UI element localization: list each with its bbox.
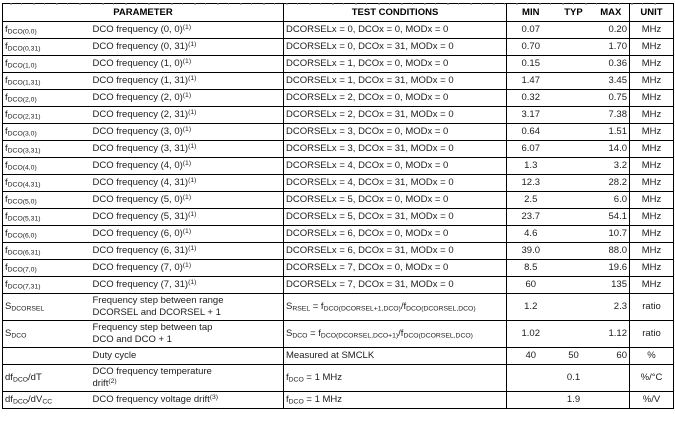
unit-cell: MHz [630,39,674,56]
max-value-cell: 54.1 [608,211,627,222]
unit-cell: MHz [630,22,674,39]
unit-cell: MHz [630,243,674,260]
table-row [3,348,674,365]
typ-value-cell [555,107,593,124]
test-conditions-cell: DCORSELx = 5, DCOx = 31, MODx = 0 [284,209,507,226]
min-value-cell: 8.5 [507,260,555,277]
parameter-cell: Duty cycle [92,350,137,361]
table-row [3,141,674,158]
table-row [3,260,674,277]
typ-value-cell [555,175,593,192]
symbol-cell: $f_{DCO(3,0)}$ [5,126,37,138]
typ-value-cell [555,243,593,260]
typ-value-cell [555,260,593,277]
test-conditions-cell: DCORSELx = 0, DCOx = 31, MODx = 0 [284,39,507,56]
typ-value-cell [555,56,593,73]
typ-value-cell: 1.9 [566,394,581,405]
table-row [3,107,674,124]
typ-value-cell [555,22,593,39]
max-value-cell: 3.2 [613,160,627,171]
unit-cell: MHz [630,90,674,107]
symbol-cell: $f_{DCO(7,0)}$ [5,262,37,274]
test-conditions-cell: DCORSELx = 6, DCOx = 0, MODx = 0 [284,226,507,243]
parameter-cell: DCO frequency voltage drift$^{(3)}$ [92,394,219,405]
symbol-cell [3,348,91,365]
max-value-cell: 3.45 [608,75,627,86]
test-conditions-cell: $S_{RSEL} = f_{DCO(DCORSEL+1,DCO)}/f_{DCO(DCORSEL,DCO)}$ [284,294,507,321]
symbol-cell: $f_{DCO(6,31)}$ [5,245,41,257]
test-conditions-cell: $f_{DCO} = 1$ MHz [284,365,507,392]
unit-cell: ratio [630,321,674,348]
parameter-cell: DCO frequency (2, 31)$^{(1)}$ [92,109,197,120]
table-row [3,90,674,107]
test-conditions-cell: DCORSELx = 3, DCOx = 0, MODx = 0 [284,124,507,141]
symbol-cell: $f_{DCO(1,0)}$ [5,58,37,70]
min-value-cell: 1.3 [507,158,555,175]
symbol-cell: $S_{DCORSEL}$ [5,301,45,313]
table-row [3,39,674,56]
parameter-cell: DCO frequency (3, 31)$^{(1)}$ [92,143,197,154]
typ-value-cell [555,277,593,294]
unit-cell: MHz [630,260,674,277]
table-row [3,209,674,226]
test-conditions-cell: Measured at SMCLK [284,348,507,365]
table-row [3,73,674,90]
symbol-cell: $f_{DCO(5,0)}$ [5,194,37,206]
max-value-cell: 1.12 [608,328,627,339]
unit-cell: MHz [630,175,674,192]
table-row [3,392,674,409]
max-value-cell: 135 [611,279,627,290]
parameter-cell: Frequency step between range DCORSEL and DCORSEL + 1 [92,295,224,318]
test-conditions-cell: DCORSELx = 4, DCOx = 0, MODx = 0 [284,158,507,175]
min-value-cell: 2.5 [507,192,555,209]
max-value-cell: 14.0 [608,143,627,154]
test-conditions-cell: DCORSELx = 3, DCOx = 31, MODx = 0 [284,141,507,158]
test-conditions-cell: DCORSELx = 2, DCOx = 31, MODx = 0 [284,107,507,124]
test-conditions-cell: DCORSELx = 4, DCOx = 31, MODx = 0 [284,175,507,192]
max-value-cell: 10.7 [608,228,627,239]
max-value-cell: 60 [616,350,627,361]
datasheet-page [0,3,675,423]
max-value-cell [593,392,630,409]
typ-value-cell [555,209,593,226]
max-value-cell: 0.20 [608,24,627,35]
parameter-cell: Frequency step between tap DCO and DCO + 1 [92,322,213,345]
table-row [3,277,674,294]
min-value-cell: 39.0 [507,243,555,260]
unit-cell: %/V [630,392,674,409]
typ-value-cell [555,141,593,158]
max-value-cell: 28.2 [608,177,627,188]
spec-table-body [3,22,674,409]
parameter-cell: DCO frequency (5, 0)$^{(1)}$ [92,194,192,205]
parameter-cell: DCO frequency (7, 0)$^{(1)}$ [92,262,192,273]
unit-cell: %/°C [630,365,674,392]
max-value-cell: 1.51 [608,126,627,137]
parameter-cell: DCO frequency (1, 31)$^{(1)}$ [92,75,197,86]
symbol-cell: $f_{DCO(2,0)}$ [5,92,37,104]
unit-cell: MHz [630,73,674,90]
table-row [3,158,674,175]
min-value-cell: 4.6 [507,226,555,243]
min-value-cell: 0.32 [507,90,555,107]
parameter-cell: DCO frequency (3, 0)$^{(1)}$ [92,126,192,137]
unit-cell: MHz [630,209,674,226]
unit-cell: MHz [630,277,674,294]
col-header-unit: UNIT [630,4,674,22]
symbol-cell: $f_{DCO(0,31)}$ [5,41,41,53]
symbol-cell: $df_{DCO}/dV_{CC}$ [5,394,53,406]
min-value-cell: 40 [507,348,555,365]
symbol-cell: $f_{DCO(4,31)}$ [5,177,41,189]
typ-value-cell [555,90,593,107]
typ-value-cell: 0.1 [566,372,581,383]
max-value-cell: 19.6 [608,262,627,273]
table-row [3,321,674,348]
max-value-cell: 0.75 [608,92,627,103]
test-conditions-cell: DCORSELx = 1, DCOx = 0, MODx = 0 [284,56,507,73]
symbol-cell: $S_{DCO}$ [5,328,27,340]
min-value-cell: 0.07 [507,22,555,39]
min-value-cell: 0.15 [507,56,555,73]
min-value-cell: 0.70 [507,39,555,56]
parameter-cell: DCO frequency (6, 31)$^{(1)}$ [92,245,197,256]
max-value-cell [593,365,630,392]
max-value-cell: 6.0 [613,194,627,205]
header-row [3,4,674,22]
min-value-cell: 0.64 [507,124,555,141]
min-value-cell: 12.3 [507,175,555,192]
parameter-cell: DCO frequency (0, 31)$^{(1)}$ [92,41,197,52]
typ-value-cell [555,294,593,321]
table-row [3,226,674,243]
unit-cell: MHz [630,192,674,209]
test-conditions-cell: $f_{DCO} = 1$ MHz [284,392,507,409]
parameter-cell: DCO frequency (2, 0)$^{(1)}$ [92,92,192,103]
test-conditions-cell: DCORSELx = 7, DCOx = 31, MODx = 0 [284,277,507,294]
test-conditions-cell: DCORSELx = 6, DCOx = 31, MODx = 0 [284,243,507,260]
typ-value-cell: 50 [568,350,579,361]
clipped-text-above-table [10,3,660,5]
test-conditions-cell: DCORSELx = 5, DCOx = 0, MODx = 0 [284,192,507,209]
parameter-cell: DCO frequency (1, 0)$^{(1)}$ [92,58,192,69]
unit-cell: MHz [630,158,674,175]
unit-cell: MHz [630,141,674,158]
min-value-cell: 6.07 [507,141,555,158]
max-value-cell: 0.36 [608,58,627,69]
symbol-cell: $f_{DCO(1,31)}$ [5,75,41,87]
unit-cell: MHz [630,124,674,141]
table-row [3,124,674,141]
parameter-cell: DCO frequency (5, 31)$^{(1)}$ [92,211,197,222]
symbol-cell: $df_{DCO}/dT$ [5,372,42,384]
symbol-cell: $f_{DCO(0,0)}$ [5,24,37,36]
typ-value-cell [555,226,593,243]
unit-cell: MHz [630,226,674,243]
min-value-cell: 23.7 [507,209,555,226]
col-header-typ: TYP [564,6,583,18]
parameter-cell: DCO frequency (4, 0)$^{(1)}$ [92,160,192,171]
max-value-cell: 7.38 [608,109,627,120]
unit-cell: MHz [630,107,674,124]
parameter-cell: DCO frequency temperature drift$^{(2)}$ [92,366,212,389]
symbol-cell: $f_{DCO(2,31)}$ [5,109,41,121]
symbol-cell: $f_{DCO(5,31)}$ [5,211,41,223]
unit-cell: % [630,348,674,365]
max-value-cell: 88.0 [608,245,627,256]
min-value-cell: 1.47 [507,73,555,90]
table-row [3,175,674,192]
table-row [3,56,674,73]
unit-cell: ratio [630,294,674,321]
table-row [3,22,674,39]
col-header-min: MIN [507,4,555,22]
col-header-parameter: PARAMETER [113,6,173,18]
test-conditions-cell: DCORSELx = 2, DCOx = 0, MODx = 0 [284,90,507,107]
unit-cell: MHz [630,56,674,73]
parameter-cell: DCO frequency (4, 31)$^{(1)}$ [92,177,197,188]
dco-spec-table [2,3,674,409]
typ-value-cell [555,39,593,56]
max-value-cell: 2.3 [613,301,627,312]
parameter-cell: DCO frequency (7, 31)$^{(1)}$ [92,279,197,290]
col-header-max: MAX [600,6,622,18]
min-value-cell: 3.17 [507,107,555,124]
symbol-cell: $f_{DCO(6,0)}$ [5,228,37,240]
symbol-cell: $f_{DCO(7,31)}$ [5,279,41,291]
typ-value-cell [555,124,593,141]
min-value-cell: 1.2 [507,294,555,321]
parameter-cell: DCO frequency (0, 0)$^{(1)}$ [92,24,192,35]
test-conditions-cell: DCORSELx = 0, DCOx = 0, MODx = 0 [284,22,507,39]
min-value-cell: 1.02 [507,321,555,348]
typ-value-cell [555,192,593,209]
min-value-cell: 60 [507,277,555,294]
table-row [3,294,674,321]
test-conditions-cell: $S_{DCO} = f_{DCO(DCORSEL,DCO+1)}/f_{DCO(DCORSEL,DCO)}$ [284,321,507,348]
typ-value-cell [555,158,593,175]
parameter-cell: DCO frequency (6, 0)$^{(1)}$ [92,228,192,239]
max-value-cell: 1.70 [608,41,627,52]
col-header-test-conditions: TEST CONDITIONS [284,4,507,22]
table-row [3,243,674,260]
symbol-cell: $f_{DCO(3,31)}$ [5,143,41,155]
test-conditions-cell: DCORSELx = 7, DCOx = 0, MODx = 0 [284,260,507,277]
min-value-cell [507,365,555,392]
typ-value-cell [555,73,593,90]
min-value-cell [507,392,555,409]
table-row [3,192,674,209]
symbol-cell: $f_{DCO(4,0)}$ [5,160,37,172]
test-conditions-cell: DCORSELx = 1, DCOx = 31, MODx = 0 [284,73,507,90]
table-row [3,365,674,392]
typ-value-cell [555,321,593,348]
